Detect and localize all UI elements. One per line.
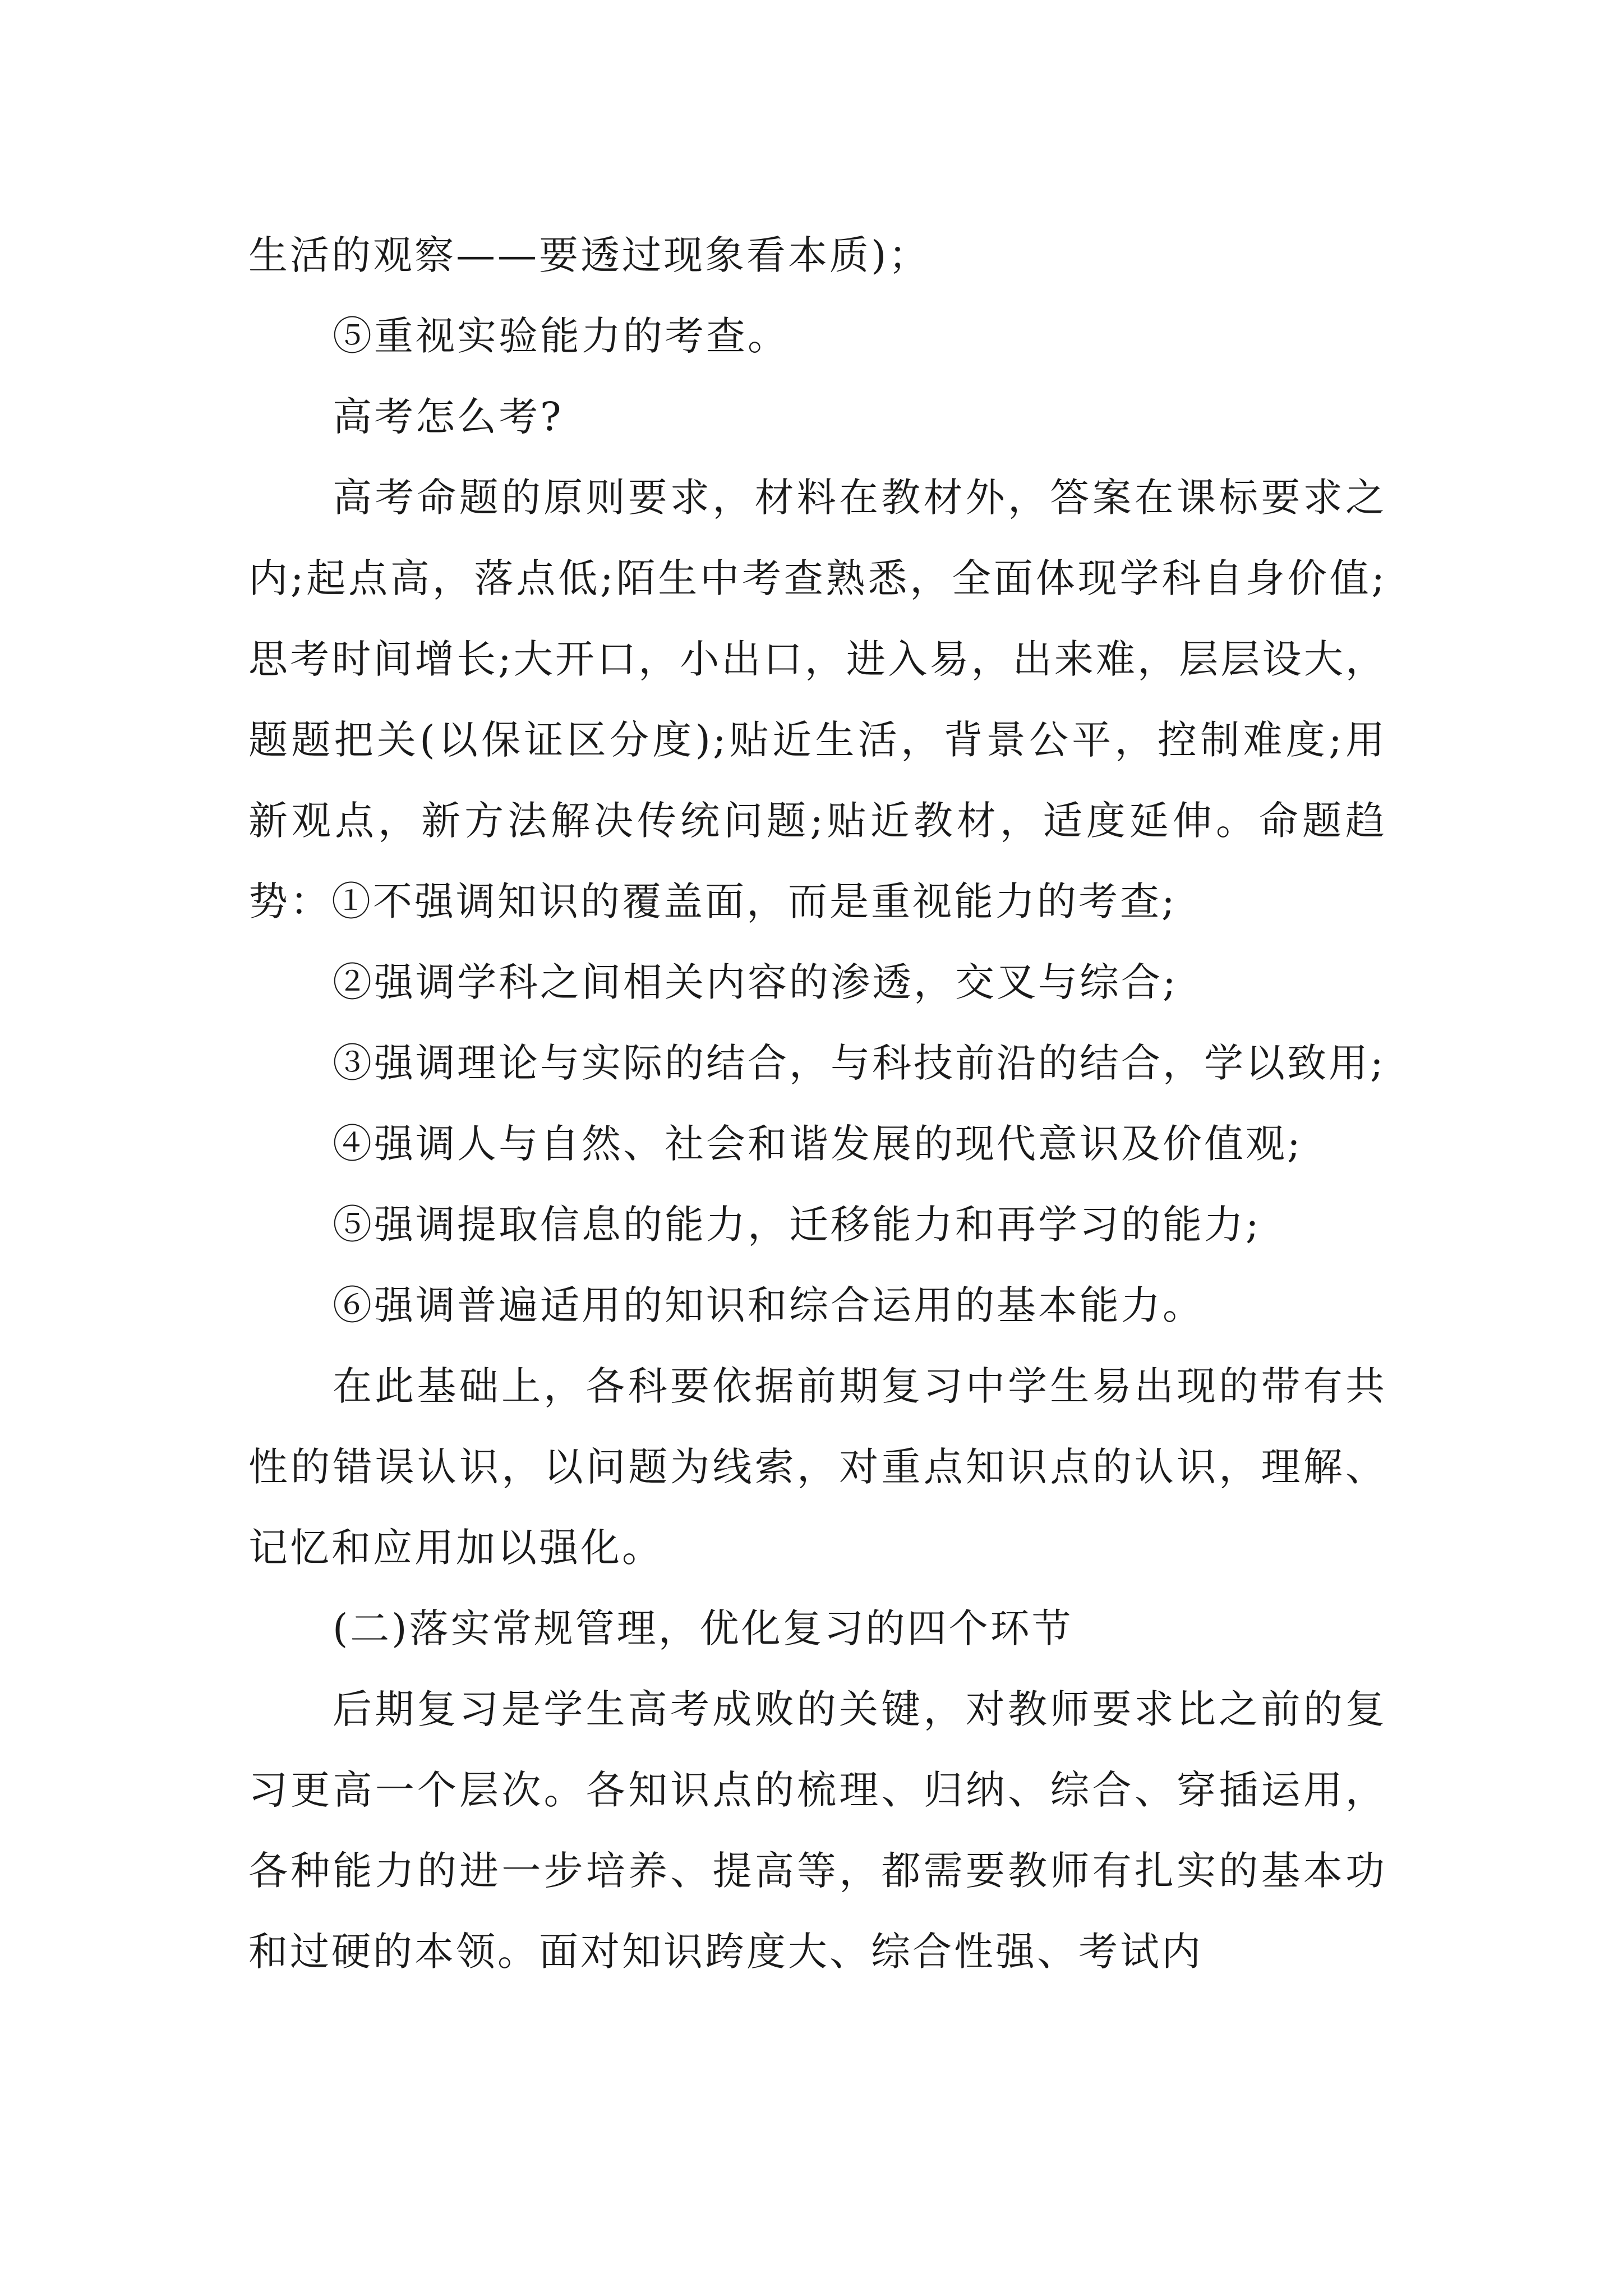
document-body: [248, 215, 1387, 1992]
section-heading-routine-management: (二)落实常规管理，优化复习的四个环节: [333, 1605, 1073, 1651]
paragraph-trend-4: ④强调人与自然、社会和谐发展的现代意识及价值观;: [333, 1121, 1303, 1167]
paragraph-later-review: 后期复习是学生高考成败的关键，对教师要求比之前的复习更高一个层次。各知识点的梳理、归纳、综合、穿插运用，各种能力的进一步培养、提高等，都需要教师有扎实的基本功和过硬的本领。面对知识跨度大、综合性强、考试内: [248, 1686, 1387, 1975]
paragraph-trend-2: ②强调学科之间相关内容的渗透，交叉与综合;: [333, 959, 1178, 1005]
paragraph-exam-principles: 高考命题的原则要求，材料在教材外，答案在课标要求之内;起点高，落点低;陌生中考查熟悉，全面体现学科自身价值;思考时间增长;大开口，小出口，进入易，出来难，层层设大，题题把关(以保证区分度);贴近生活，背景公平，控制难度;用新观点，新方法解决传统问题;贴近教材，适度延伸。命题趋势：①不强调知识的覆盖面，而是重视能力的考查;: [248, 475, 1387, 924]
paragraph-trend-3: ③强调理论与实际的结合，与科技前沿的结合，学以致用;: [333, 1040, 1386, 1086]
paragraph-trend-5: ⑤强调提取信息的能力，迁移能力和再学习的能力;: [333, 1202, 1261, 1248]
paragraph-continuation: 生活的观察——要透过现象看本质)；: [248, 232, 930, 278]
paragraph-trend-6: ⑥强调普遍适用的知识和综合运用的基本能力。: [333, 1282, 1204, 1328]
paragraph-item-5-experiment: ⑤重视实验能力的考查。: [333, 313, 789, 359]
paragraph-reinforcement: 在此基础上，各科要依据前期复习中学生易出现的带有共性的错误认识，以问题为线索，对重点知识点的认识，理解、记忆和应用加以强化。: [248, 1363, 1387, 1571]
paragraph-heading-how-exam: 高考怎么考?: [333, 394, 564, 440]
